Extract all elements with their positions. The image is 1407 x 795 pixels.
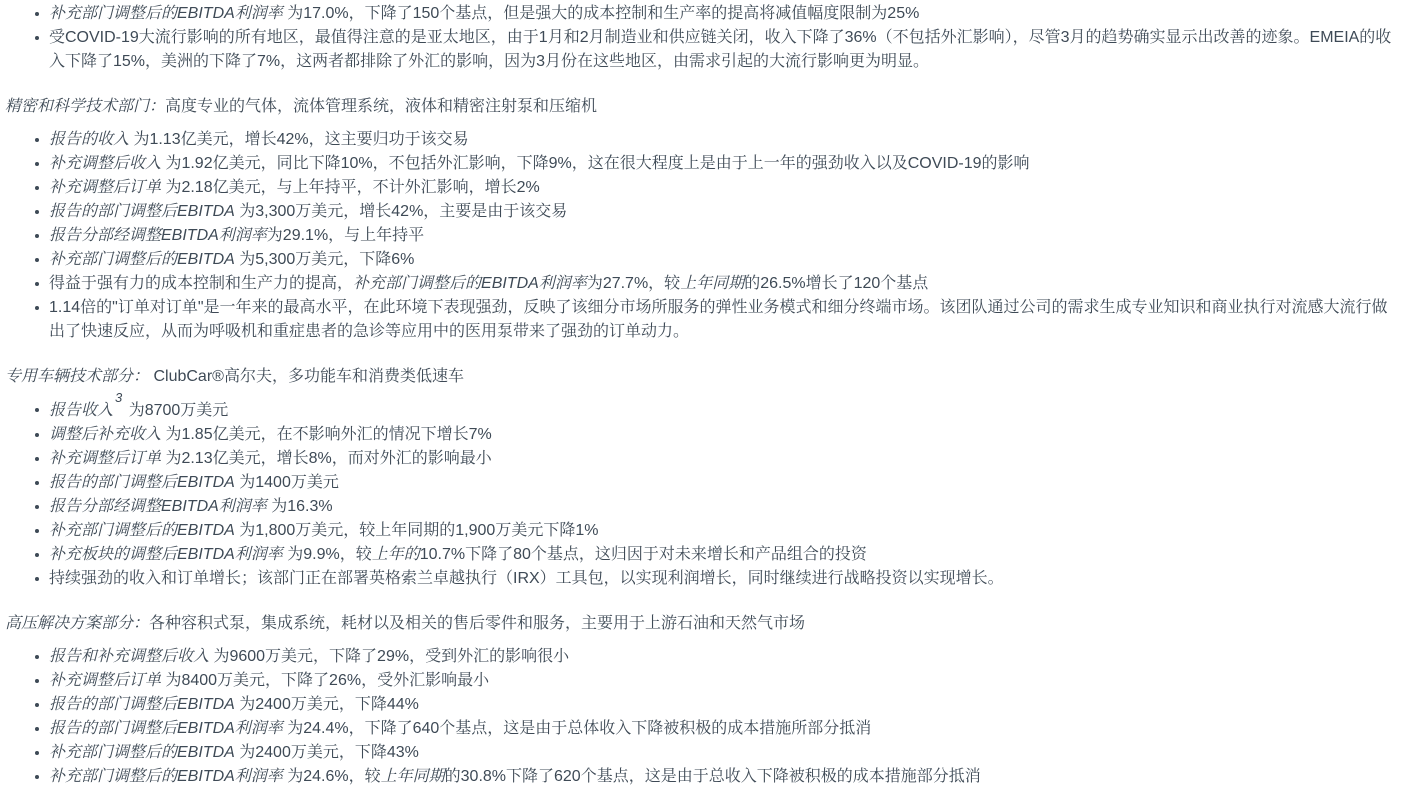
- list-item: [49, 645, 1401, 669]
- text-run: 补充部门调整后的EBITDA: [49, 522, 235, 539]
- section-heading-rest: 各种容积式泵，集成系统，耗材以及相关的售后零件和服务，主要用于上游石油和天然气市场: [149, 615, 806, 632]
- bullet-list: [5, 390, 1401, 591]
- list-item: [49, 26, 1401, 74]
- text-run: 为8400万美元，下降了26%，受外汇影响最小: [161, 672, 490, 689]
- footnote-ref: 3: [115, 390, 123, 405]
- text-run: 报告分部经调整EBITDA利润率: [49, 227, 267, 244]
- section-heading: [5, 612, 1401, 636]
- text-run: 报告的部门调整后EBITDA: [49, 474, 235, 491]
- text-run: 为8700万美元: [124, 402, 229, 419]
- text-run: 为2400万美元，下降44%: [234, 696, 419, 713]
- text-run: 为5,300万美元，下降6%: [234, 251, 415, 268]
- text-run: 为2.18亿美元，与上年持平，不计外汇影响，增长2%: [161, 179, 540, 196]
- list-item: [49, 176, 1401, 200]
- text-run: 补充调整后订单: [49, 672, 162, 689]
- text-run: 为9600万美元，下降了29%，受到外汇的影响很小: [209, 648, 570, 665]
- text-run: 补充部门调整后的EBITDA利润率: [49, 768, 283, 785]
- text-run: 10.7%下降了80个基点，这归因于对未来增长和产品组合的投资: [419, 546, 867, 563]
- list-item: [49, 200, 1401, 224]
- list-item: [49, 717, 1401, 741]
- text-run: 报告和补充调整后收入: [49, 648, 210, 665]
- text-run: 受COVID-19大流行影响的所有地区，最值得注意的是亚太地区，由于1月和2月制造业和供应链关闭，收入下降了36%（不包括外汇影响），尽管3月的趋势确实显示出改善的迹象。EMEIA的收入下降了15%，美洲的下降了7%，这两者都排除了外汇的影响，因为3月份在这些地区，由需求引起的大流行影响更为明显。: [49, 29, 1392, 70]
- list-item: [49, 447, 1401, 471]
- text-run: 上年同期: [680, 275, 745, 292]
- text-run: 补充调整后收入: [49, 155, 162, 172]
- bullet-list: [5, 128, 1401, 344]
- list-item: [49, 2, 1401, 26]
- text-run: 报告的部门调整后EBITDA利润率: [49, 720, 283, 737]
- text-run: 报告的部门调整后EBITDA: [49, 696, 235, 713]
- section-heading-lead: 高压解决方案部分：: [5, 615, 150, 632]
- text-run: 补充部门调整后的EBITDA: [49, 251, 235, 268]
- text-run: 得益于强有力的成本控制和生产力的提高，: [49, 275, 354, 292]
- list-item: [49, 296, 1401, 344]
- text-run: 调整后补充收入: [49, 426, 162, 443]
- text-run: 补充板块的调整后EBITDA利润率: [49, 546, 283, 563]
- text-run: 为17.0%，下降了150个基点，但是强大的成本控制和生产率的提高将减值幅度限制为25%: [282, 5, 920, 22]
- text-run: 补充调整后订单: [49, 179, 162, 196]
- text-run: 为24.6%，较: [282, 768, 381, 785]
- text-run: 为1.92亿美元，同比下降10%，不包括外汇影响，下降9%，这在很大程度上是由于上一年的强劲收入以及COVID-19的影响: [161, 155, 1030, 172]
- list-item: [49, 495, 1401, 519]
- section-heading-lead: 专用车辆技术部分：: [5, 368, 150, 385]
- report-section: [5, 365, 1401, 591]
- list-item: [49, 224, 1401, 248]
- list-item: [49, 248, 1401, 272]
- text-run: 为9.9%，较: [282, 546, 372, 563]
- list-item: [49, 693, 1401, 717]
- report-section: [5, 612, 1401, 789]
- list-item: [49, 272, 1401, 296]
- text-run: 报告的收入: [49, 131, 130, 148]
- list-item: [49, 390, 1401, 423]
- text-run: 补充调整后订单: [49, 450, 162, 467]
- list-item: [49, 128, 1401, 152]
- text-run: 的26.5%增长了120个基点: [744, 275, 929, 292]
- section-heading: [5, 365, 1401, 389]
- list-item: [49, 519, 1401, 543]
- text-run: 为29.1%，与上年持平: [266, 227, 425, 244]
- text-run: 的30.8%下降了620个基点，这是由于总收入下降被积极的成本措施部分抵消: [444, 768, 981, 785]
- text-run: 报告收入: [49, 402, 114, 419]
- text-run: 为27.7%，较: [586, 275, 681, 292]
- text-run: 补充部门调整后的EBITDA: [49, 744, 235, 761]
- list-item: [49, 741, 1401, 765]
- list-item: [49, 543, 1401, 567]
- text-run: 为1400万美元: [234, 474, 339, 491]
- text-run: 报告分部经调整EBITDA利润率: [49, 498, 267, 515]
- list-item: [49, 423, 1401, 447]
- section-heading-lead: 精密和科学技术部门：: [5, 98, 166, 115]
- text-run: 1.14倍的"订单对订单"是一年来的最高水平，在此环境下表现强劲，反映了该细分市场所服务的弹性业务模式和细分终端市场。该团队通过公司的需求生成专业知识和商业执行对流感大流行做出了快速反应，从而为呼吸机和重症患者的急诊等应用中的医用泵带来了强劲的订单动力。: [49, 299, 1388, 340]
- text-run: 为1,800万美元，较上年同期的1,900万美元下降1%: [234, 522, 599, 539]
- bullet-list: [5, 645, 1401, 789]
- list-item: [49, 152, 1401, 176]
- text-run: 持续强劲的收入和订单增长；该部门正在部署英格索兰卓越执行（IRX）工具包，以实现利润增长，同时继续进行战略投资以实现增长。: [49, 570, 1004, 587]
- text-run: 补充部门调整后的EBITDA利润率: [353, 275, 587, 292]
- section-heading-rest: 高度专业的气体，流体管理系统，液体和精密注射泵和压缩机: [165, 98, 598, 115]
- text-run: 上年同期: [380, 768, 445, 785]
- text-run: 为2400万美元，下降43%: [234, 744, 419, 761]
- text-run: 报告的部门调整后EBITDA: [49, 203, 235, 220]
- text-run: 为1.85亿美元，在不影响外汇的情况下增长7%: [161, 426, 492, 443]
- bullet-list: [5, 2, 1401, 74]
- list-item: [49, 471, 1401, 495]
- section-heading: [5, 95, 1401, 119]
- text-run: 为16.3%: [266, 498, 333, 515]
- report-section: [5, 2, 1401, 74]
- list-item: [49, 567, 1401, 591]
- text-run: 为1.13亿美元，增长42%，这主要归功于该交易: [129, 131, 469, 148]
- section-heading-rest: ClubCar®高尔夫，多功能车和消费类低速车: [149, 368, 464, 385]
- text-run: 为3,300万美元，增长42%，主要是由于该交易: [234, 203, 568, 220]
- report-section: [5, 95, 1401, 344]
- text-run: 补充部门调整后的EBITDA利润率: [49, 5, 283, 22]
- list-item: [49, 669, 1401, 693]
- text-run: 上年的: [371, 546, 420, 563]
- text-run: 为2.13亿美元，增长8%，而对外汇的影响最小: [161, 450, 492, 467]
- text-run: 为24.4%，下降了640个基点，这是由于总体收入下降被积极的成本措施所部分抵消: [282, 720, 872, 737]
- list-item: [49, 765, 1401, 789]
